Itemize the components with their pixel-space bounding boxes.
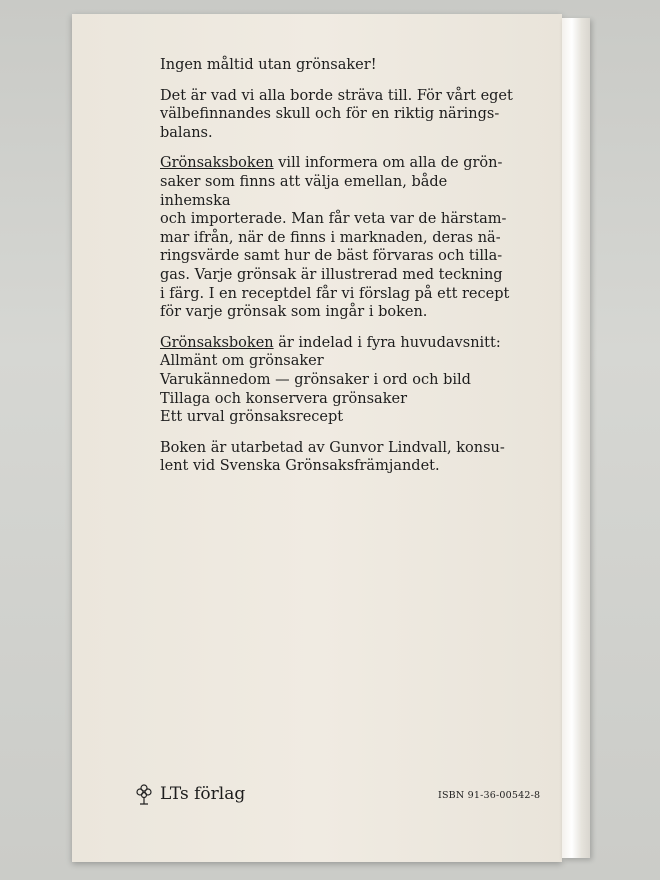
section-item: Allmänt om grönsaker [160,353,324,370]
author-line: lent vid Svenska Grönsaksfrämjandet. [160,458,440,475]
cover-text [160,56,520,488]
section-item: Varukännedom — grönsaker i ord och bild [160,371,471,388]
book-title: Grönsaksboken [160,334,274,351]
author-paragraph [160,439,520,476]
isbn-number: ISBN 91-36-00542-8 [438,790,541,801]
publisher-mark [134,782,245,806]
description-line: gas. Varje grönsak är illustrerad med teckning [160,266,503,283]
intro-line: Det är vad vi alla borde sträva till. För vårt eget [160,87,513,104]
flower-logo-icon [134,782,154,806]
intro-body [160,87,520,143]
sections-paragraph [160,334,520,427]
publisher-name: LTs förlag [160,784,246,804]
book-page-edges [562,18,590,858]
description-line: mar ifrån, när de finns i marknaden, deras nä- [160,229,501,246]
intro-line: välbefinnandes skull och för en riktig närings- [160,106,500,123]
description-line: i färg. I en receptdel får vi förslag på ett recept [160,285,510,302]
intro-line: balans. [160,124,213,141]
description-paragraph [160,154,520,321]
description-line: Grönsaksboken vill informera om alla de grön- [160,155,503,172]
author-line: Boken är utarbetad av Gunvor Lindvall, konsu- [160,439,505,456]
description-line: och importerade. Man får veta var de härstam- [160,211,507,228]
description-line: saker som finns att välja emellan, både inhemska [160,173,448,209]
section-item: Ett urval grönsaksrecept [160,409,344,426]
intro-headline: Ingen måltid utan grönsaker! [160,57,377,73]
book-title: Grönsaksboken [160,155,274,172]
description-line: för varje grönsak som ingår i boken. [160,304,428,321]
intro-paragraph [160,56,520,75]
section-item: Tillaga och konservera grönsaker [160,390,407,407]
description-line: ringsvärde samt hur de bäst förvaras och tilla- [160,248,503,265]
sections-intro: Grönsaksboken är indelad i fyra huvudavsnitt: [160,334,501,351]
